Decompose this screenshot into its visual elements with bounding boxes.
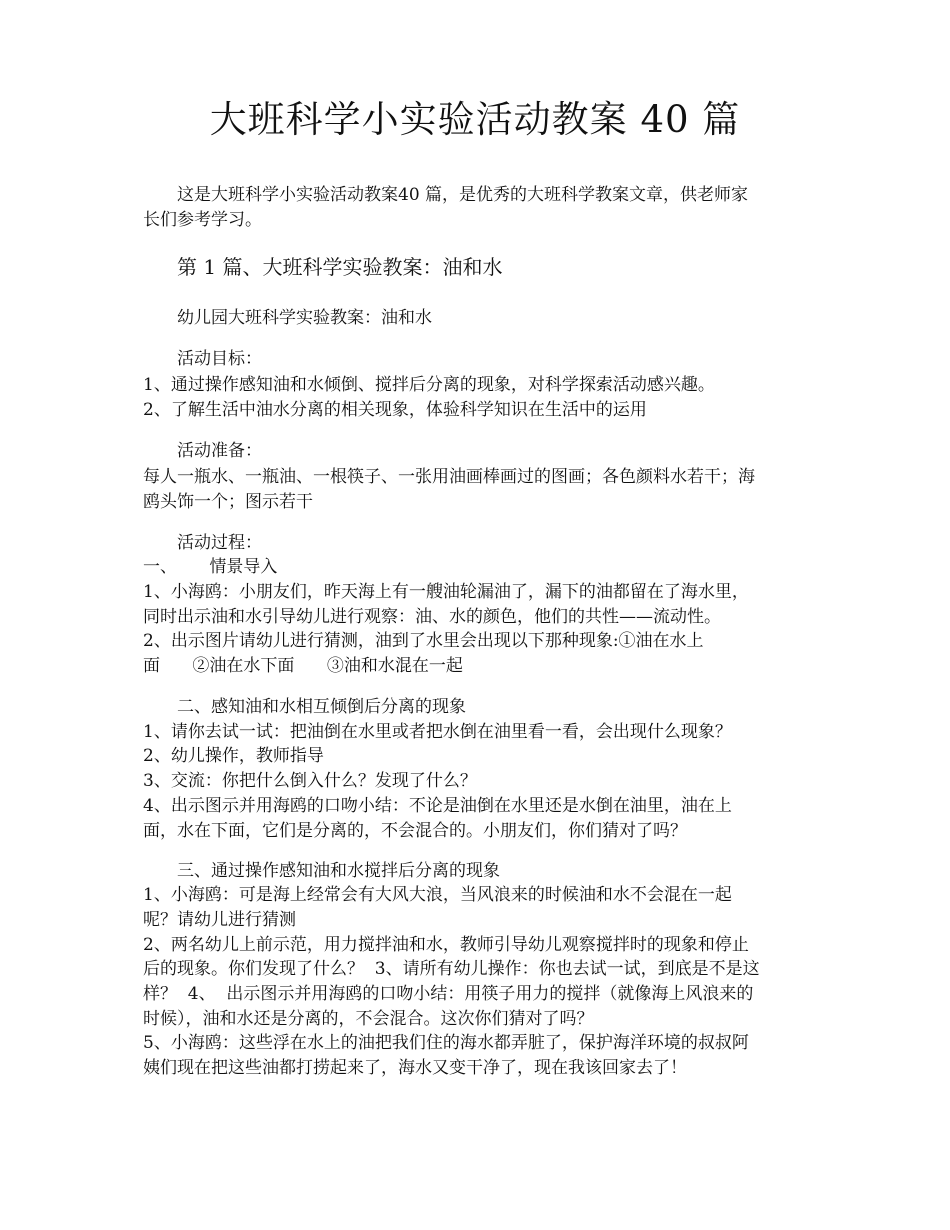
part2-line-3: 3、交流：你把什么倒入什么？发现了什么？ (143, 771, 477, 791)
part3-line-4: 后的现象。你们发现了什么？ 3、请所有幼儿操作：你也去试一试，到底是不是这 (143, 959, 760, 979)
part3-line-8: 姨们现在把这些油都打捞起来了，海水又变干净了，现在我该回家去了！ (143, 1058, 687, 1078)
part3-line-7: 5、小海鸥：这些浮在水上的油把我们住的海水都弄脏了，保护海洋环境的叔叔阿 (143, 1033, 749, 1053)
prep-line-1: 每人一瓶水、一瓶油、一根筷子、一张用油画棒画过的图画；各色颜料水若干；海 (143, 467, 755, 487)
part3-line-2: 呢？请幼儿进行猜测 (143, 910, 296, 930)
part2-line-5: 面，水在下面，它们是分离的，不会混合的。小朋友们，你们猜对了吗？ (143, 821, 687, 841)
lesson-subtitle: 幼儿园大班科学实验教案：油和水 (177, 308, 432, 328)
goals-label: 活动目标： (177, 349, 262, 369)
part3-line-6: 时候），油和水还是分离的，不会混合。这次你们猜对了吗？ (143, 1009, 594, 1029)
prep-label: 活动准备： (177, 441, 262, 461)
intro-line-1: 这是大班科学小实验活动教案40 篇，是优秀的大班科学教案文章，供老师家 (177, 185, 749, 205)
part3-line-3: 2、两名幼儿上前示范，用力搅拌油和水，教师引导幼儿观察搅拌时的现象和停止 (143, 935, 749, 955)
part3-line-1: 1、小海鸥：可是海上经常会有大风大浪，当风浪来的时候油和水不会混在一起 (143, 885, 732, 905)
goals-item-2: 2、了解生活中油水分离的相关现象，体验科学知识在生活中的运用 (143, 400, 647, 420)
prep-line-2: 鸥头饰一个；图示若干 (143, 492, 313, 512)
goals-item-1: 1、通过操作感知油和水倾倒、搅拌后分离的现象，对科学探索活动感兴趣。 (143, 375, 715, 395)
part2-heading: 二、感知油和水相互倾倒后分离的现象 (177, 697, 466, 717)
part1-heading: 一、 情景导入 (143, 557, 278, 577)
part2-line-2: 2、幼儿操作，教师指导 (143, 746, 324, 766)
part2-line-1: 1、请你去试一试：把油倒在水里或者把水倒在油里看一看，会出现什么现象？ (143, 722, 732, 742)
part1-line-2: 同时出示油和水引导幼儿进行观察：油、水的颜色，他们的共性——流动性。 (143, 607, 721, 627)
part1-line-3: 2、出示图片请幼儿进行猜测，油到了水里会出现以下那种现象:①油在水上 (143, 631, 704, 651)
part3-heading: 三、通过操作感知油和水搅拌后分离的现象 (177, 861, 500, 881)
part1-line-4: 面 ②油在水下面 ③油和水混在一起 (143, 656, 463, 676)
part2-line-4: 4、出示图示并用海鸥的口吻小结：不论是油倒在水里还是水倒在油里，油在上 (143, 796, 732, 816)
intro-line-2: 长们参考学习。 (143, 210, 262, 230)
page-title: 大班科学小实验活动教案 40 篇 (209, 98, 741, 141)
part1-line-1: 1、小海鸥：小朋友们，昨天海上有一艘油轮漏油了，漏下的油都留在了海水里， (143, 582, 749, 602)
chapter-heading: 第 1 篇、大班科学实验教案：油和水 (177, 255, 503, 279)
part3-line-5: 样？ 4、 出示图示并用海鸥的口吻小结：用筷子用力的搅拌（就像海上风浪来的 (143, 984, 754, 1004)
process-label: 活动过程： (177, 533, 262, 553)
